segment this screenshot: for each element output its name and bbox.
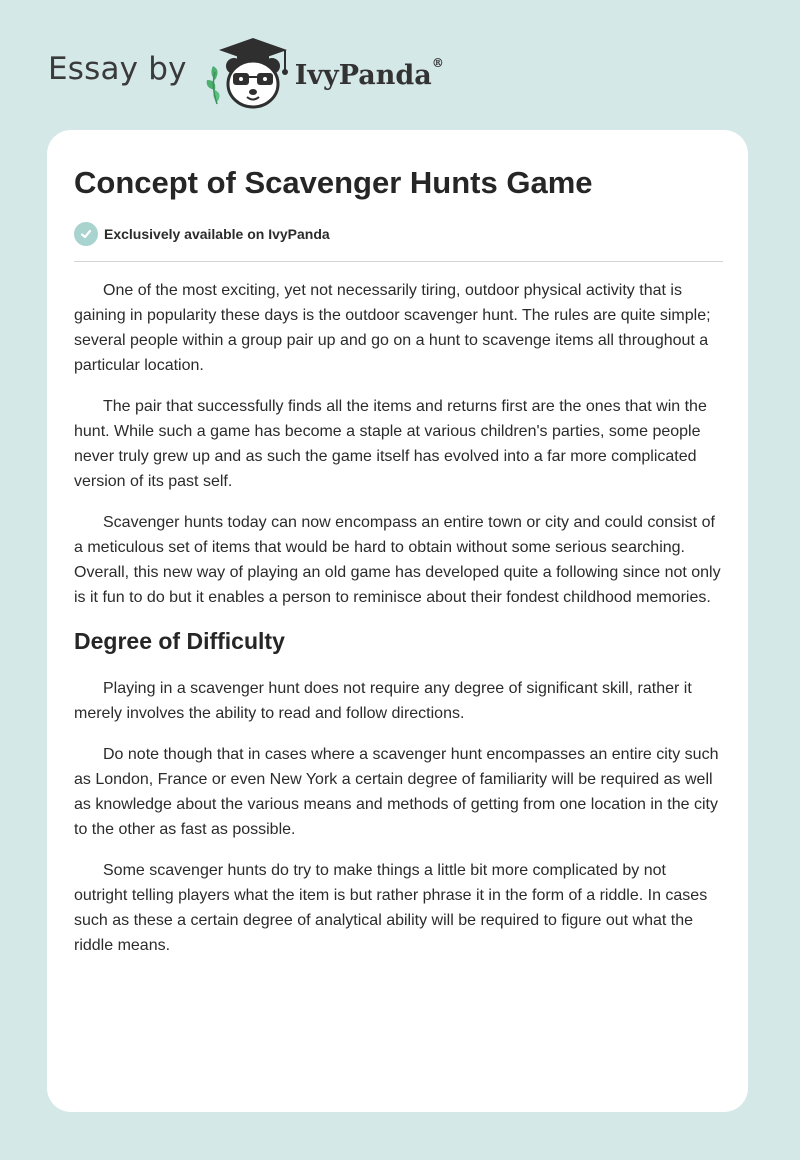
brand-name[interactable]: IvyPanda® [294, 55, 444, 91]
site-header [48, 36, 444, 110]
essay-by-label: Essay by [48, 51, 187, 87]
check-icon [74, 222, 98, 246]
paragraph: The pair that successfully finds all the items and returns first are the ones that win the hunt. While such a game has become a staple at various children's parties, some people never truly grew up and as such the game itself has evolved into a far more complicated version of its past self. [74, 398, 707, 490]
panda-logo-icon[interactable] [201, 36, 293, 110]
paragraph: Some scavenger hunts do try to make things a little bit more complicated by not outright telling players what the item is but rather phrase it in the form of a riddle. In cases such as these a certain degree of analytical ability will be required to figure out what the riddle means. [74, 862, 708, 954]
essay-card [47, 130, 748, 1112]
paragraph: Scavenger hunts today can now encompass an entire town or city and could consist of a meticulous set of items that would be hard to obtain without some serious searching. Overall, this new way of playing an old game has developed quite a following since not only is it fun to do but it enables a person to reminisce about their fondest childhood memories. [74, 514, 721, 606]
page-title: Concept of Scavenger Hunts Game [74, 165, 593, 200]
paragraph: One of the most exciting, yet not necessarily tiring, outdoor physical activity that is gaining in popularity these days is the outdoor scavenger hunt. The rules are quite simple; several people within a group pair up and go on a hunt to scavenge items all throughout a particular location. [74, 282, 711, 374]
paragraph: Playing in a scavenger hunt does not require any degree of significant skill, rather it merely involves the ability to read and follow directions. [74, 680, 692, 722]
paragraph: Do note though that in cases where a scavenger hunt encompasses an entire city such as London, France or even New York a certain degree of familiarity will be required as well as knowledge about the various means and methods of getting from one location in the city to the other as fast as possible. [74, 746, 719, 838]
essay-body [74, 278, 723, 974]
registered-mark: ® [431, 55, 444, 70]
divider [74, 261, 723, 262]
exclusive-badge [74, 222, 330, 246]
section-heading: Degree of Difficulty [74, 628, 285, 654]
exclusive-badge-label: Exclusively available on IvyPanda [104, 226, 330, 242]
